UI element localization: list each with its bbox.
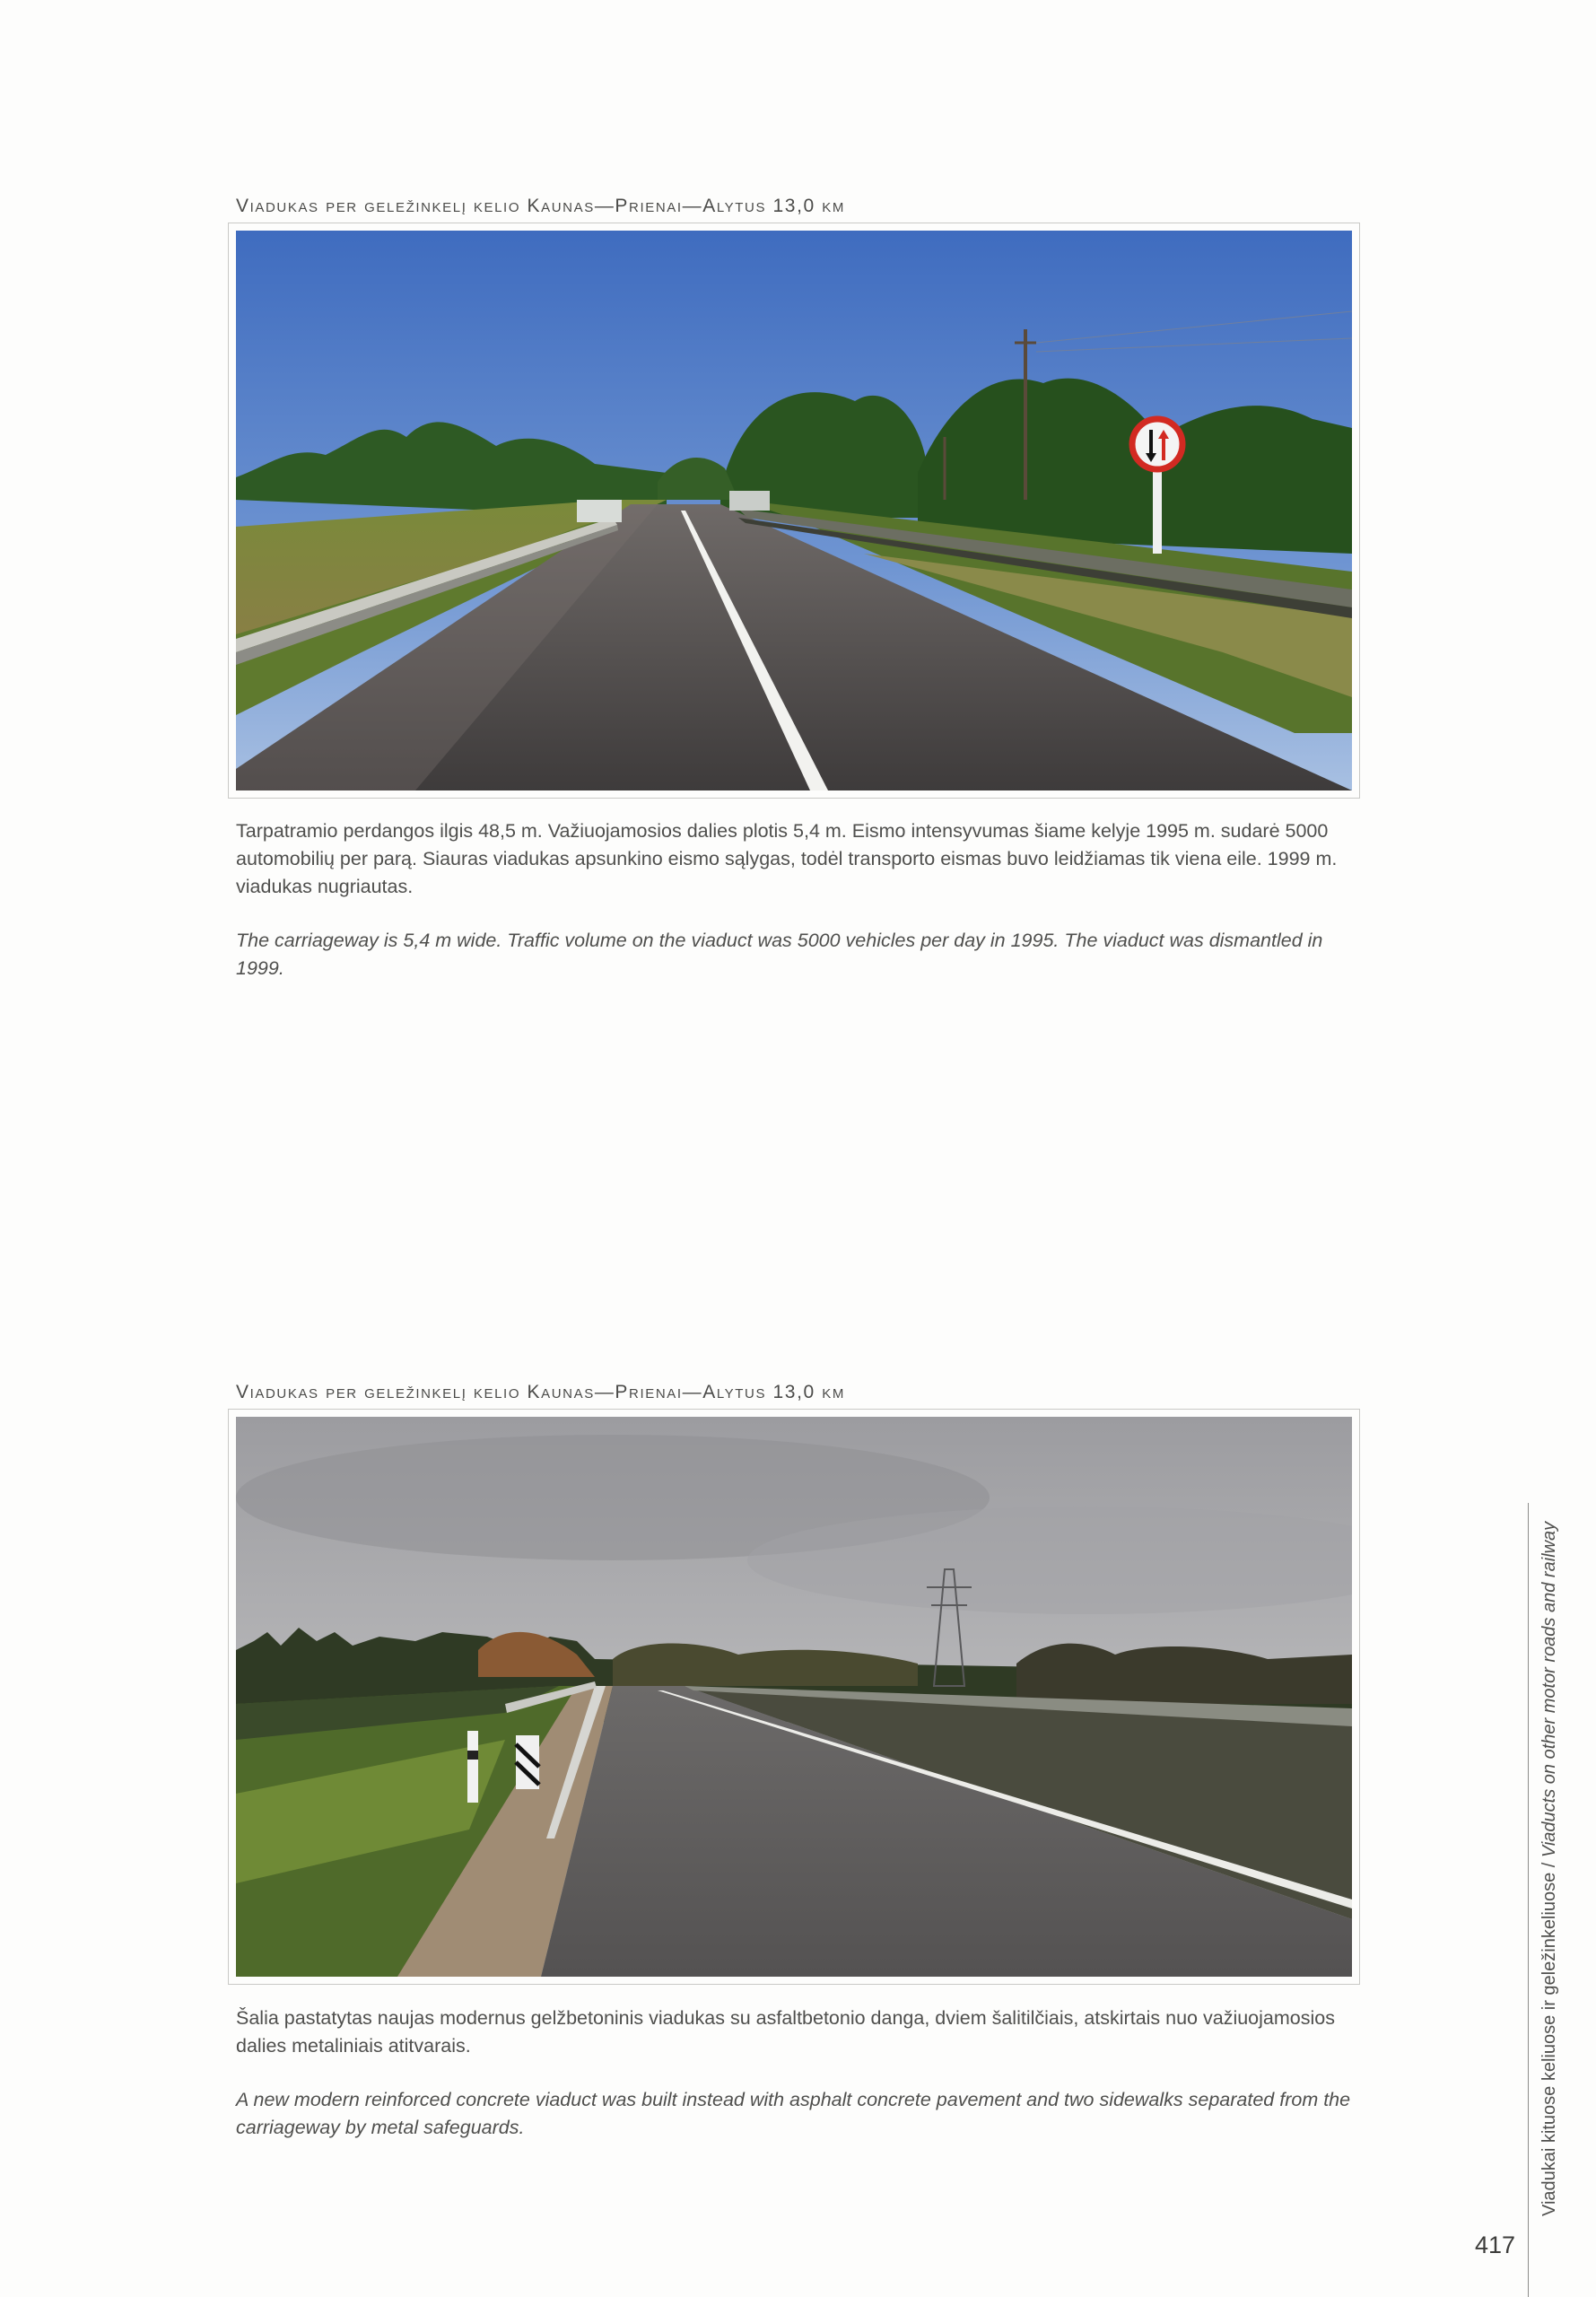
figure-2-caption-lt: Šalia pastatytas naujas modernus gelžbetoninis viadukas su asfaltbetonio danga, dviem šalitilčiais, atskirtais nuo važiuojamosios dalies metaliniais atitvarais. — [236, 2007, 1335, 2057]
sidebar-running-title — [1539, 1522, 1560, 2216]
figure-1-caption-en: The carriageway is 5,4 m wide. Traffic volume on the viaduct was 5000 vehicles per day in 1995. The viaduct was dismantled in 1999. — [236, 930, 1323, 979]
figure-2-heading: Viadukas per geležinkelį kelio Kaunas—Prienai—Alytus 13,0 km — [236, 1382, 845, 1402]
figure-1-photo-old-viaduct — [236, 231, 1352, 790]
figure-2-photo-frame — [228, 1409, 1360, 1985]
sidebar-title-lt: Viadukai kituose keliuose ir geležinkeliuose / — [1539, 1857, 1559, 2216]
sidebar-rule — [1528, 1503, 1529, 2297]
figure-2-caption-en: A new modern reinforced concrete viaduct was built instead with asphalt concrete pavement and two sidewalks separated from the carriageway by metal safeguards. — [236, 2089, 1351, 2138]
sidebar-title-en: Viaducts on other motor roads and railway — [1539, 1521, 1559, 1858]
figure-1-photo-frame — [228, 223, 1360, 799]
page-number: 417 — [1475, 2231, 1516, 2258]
figure-1-heading: Viadukas per geležinkelį kelio Kaunas—Prienai—Alytus 13,0 km — [236, 196, 845, 216]
figure-2-photo-new-viaduct — [236, 1417, 1352, 1977]
figure-1-caption-lt: Tarpatramio perdangos ilgis 48,5 m. Važiuojamosios dalies plotis 5,4 m. Eismo intensyvumas šiame kelyje 1995 m. sudarė 5000 automobilių per parą. Siauras viadukas apsunkino eismo sąlygas, todėl transporto eismas buvo leidžiamas tik viena eile. 1999 m. viadukas nugriautas. — [236, 820, 1338, 897]
